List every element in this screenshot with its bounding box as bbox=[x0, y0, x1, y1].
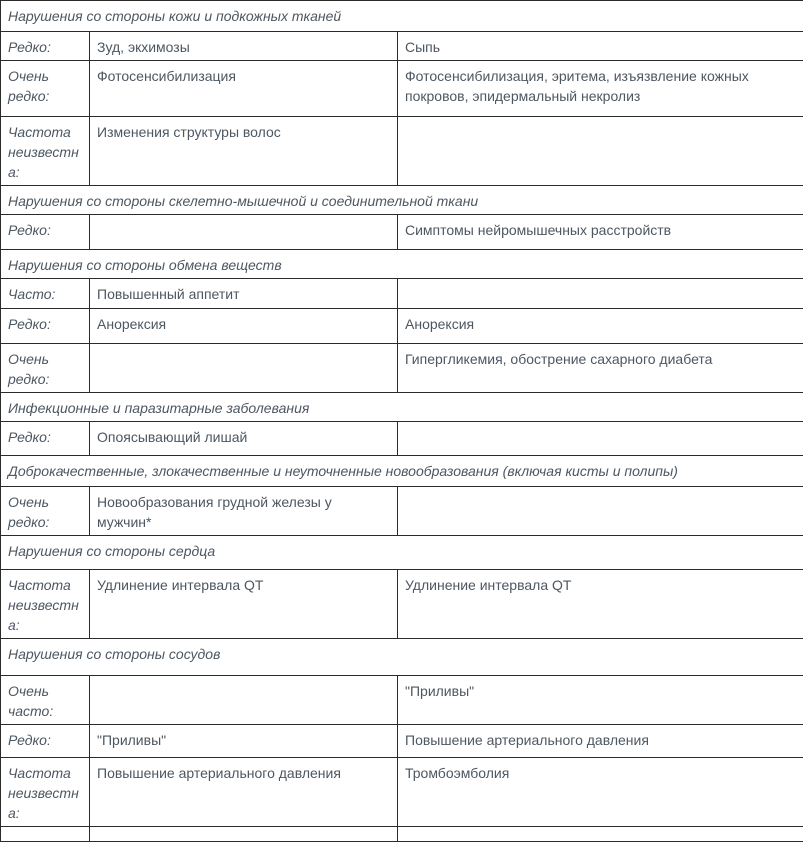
reaction-cell-b: Симптомы нейромышечных расстройств bbox=[398, 215, 803, 250]
frequency-cell: Очень редко: bbox=[1, 487, 90, 536]
section-header: Нарушения со стороны обмена веществ bbox=[1, 250, 803, 279]
section-row bbox=[1, 536, 803, 570]
table-row-partial bbox=[1, 827, 803, 842]
frequency-cell: Редко: bbox=[1, 32, 90, 61]
table-row bbox=[1, 676, 803, 725]
reaction-cell-b bbox=[398, 827, 803, 842]
frequency-cell: Очень часто: bbox=[1, 676, 90, 725]
frequency-cell: Редко: bbox=[1, 422, 90, 456]
table-row bbox=[1, 117, 803, 186]
table-row bbox=[1, 344, 803, 393]
table-row bbox=[1, 758, 803, 827]
reaction-cell-a: Удлинение интервала QT bbox=[90, 570, 398, 639]
reaction-cell-b: Анорексия bbox=[398, 309, 803, 344]
frequency-cell: Часто: bbox=[1, 279, 90, 309]
frequency-cell: Частота неизвестна: bbox=[1, 570, 90, 639]
frequency-cell: Очень редко: bbox=[1, 61, 90, 117]
table-row bbox=[1, 422, 803, 456]
reaction-cell-a: Фотосенсибилизация bbox=[90, 61, 398, 117]
section-header: Нарушения со стороны сосудов bbox=[1, 639, 803, 676]
section-row bbox=[1, 393, 803, 422]
section-header: Нарушения со стороны скелетно-мышечной и соединительной ткани bbox=[1, 186, 803, 215]
section-row bbox=[1, 639, 803, 676]
frequency-cell: Очень редко: bbox=[1, 344, 90, 393]
reaction-cell-b bbox=[398, 279, 803, 309]
frequency-cell bbox=[1, 827, 90, 842]
reaction-cell-b bbox=[398, 117, 803, 186]
reaction-cell-b: Фотосенсибилизация, эритема, изъязвление кожных покровов, эпидермальный некролиз bbox=[398, 61, 803, 117]
section-header: Доброкачественные, злокачественные и неуточненные новообразования (включая кисты и полипы) bbox=[1, 456, 803, 487]
reaction-cell-a bbox=[90, 215, 398, 250]
reaction-cell-a: Изменения структуры волос bbox=[90, 117, 398, 186]
table-row bbox=[1, 487, 803, 536]
reaction-cell-a bbox=[90, 676, 398, 725]
reaction-cell-b: Гипергликемия, обострение сахарного диабета bbox=[398, 344, 803, 393]
table-row bbox=[1, 279, 803, 309]
reaction-cell-b bbox=[398, 422, 803, 456]
frequency-cell: Частота неизвестна: bbox=[1, 117, 90, 186]
table-row bbox=[1, 725, 803, 758]
reaction-cell-b: "Приливы" bbox=[398, 676, 803, 725]
reaction-cell-a: Новообразования грудной железы у мужчин* bbox=[90, 487, 398, 536]
frequency-cell: Редко: bbox=[1, 309, 90, 344]
reaction-cell-b: Сыпь bbox=[398, 32, 803, 61]
reaction-cell-a: "Приливы" bbox=[90, 725, 398, 758]
frequency-cell: Частота неизвестна: bbox=[1, 758, 90, 827]
section-row bbox=[1, 456, 803, 487]
reaction-cell-b: Удлинение интервала QT bbox=[398, 570, 803, 639]
reaction-cell-a: Повышение артериального давления bbox=[90, 758, 398, 827]
reaction-cell-b: Тромбоэмболия bbox=[398, 758, 803, 827]
section-row bbox=[1, 186, 803, 215]
table-row bbox=[1, 32, 803, 61]
table-row bbox=[1, 215, 803, 250]
reaction-cell-a bbox=[90, 344, 398, 393]
section-header: Нарушения со стороны сердца bbox=[1, 536, 803, 570]
section-row bbox=[1, 250, 803, 279]
section-header: Инфекционные и паразитарные заболевания bbox=[1, 393, 803, 422]
reaction-cell-a: Повышенный аппетит bbox=[90, 279, 398, 309]
reaction-cell-b: Повышение артериального давления bbox=[398, 725, 803, 758]
table-row bbox=[1, 309, 803, 344]
table-row bbox=[1, 61, 803, 117]
reaction-cell-a bbox=[90, 827, 398, 842]
reaction-cell-a: Зуд, экхимозы bbox=[90, 32, 398, 61]
table-row bbox=[1, 570, 803, 639]
reaction-cell-b bbox=[398, 487, 803, 536]
section-row bbox=[1, 1, 803, 32]
section-header: Нарушения со стороны кожи и подкожных тканей bbox=[1, 1, 803, 32]
frequency-cell: Редко: bbox=[1, 725, 90, 758]
reaction-cell-a: Анорексия bbox=[90, 309, 398, 344]
frequency-cell: Редко: bbox=[1, 215, 90, 250]
reaction-cell-a: Опоясывающий лишай bbox=[90, 422, 398, 456]
